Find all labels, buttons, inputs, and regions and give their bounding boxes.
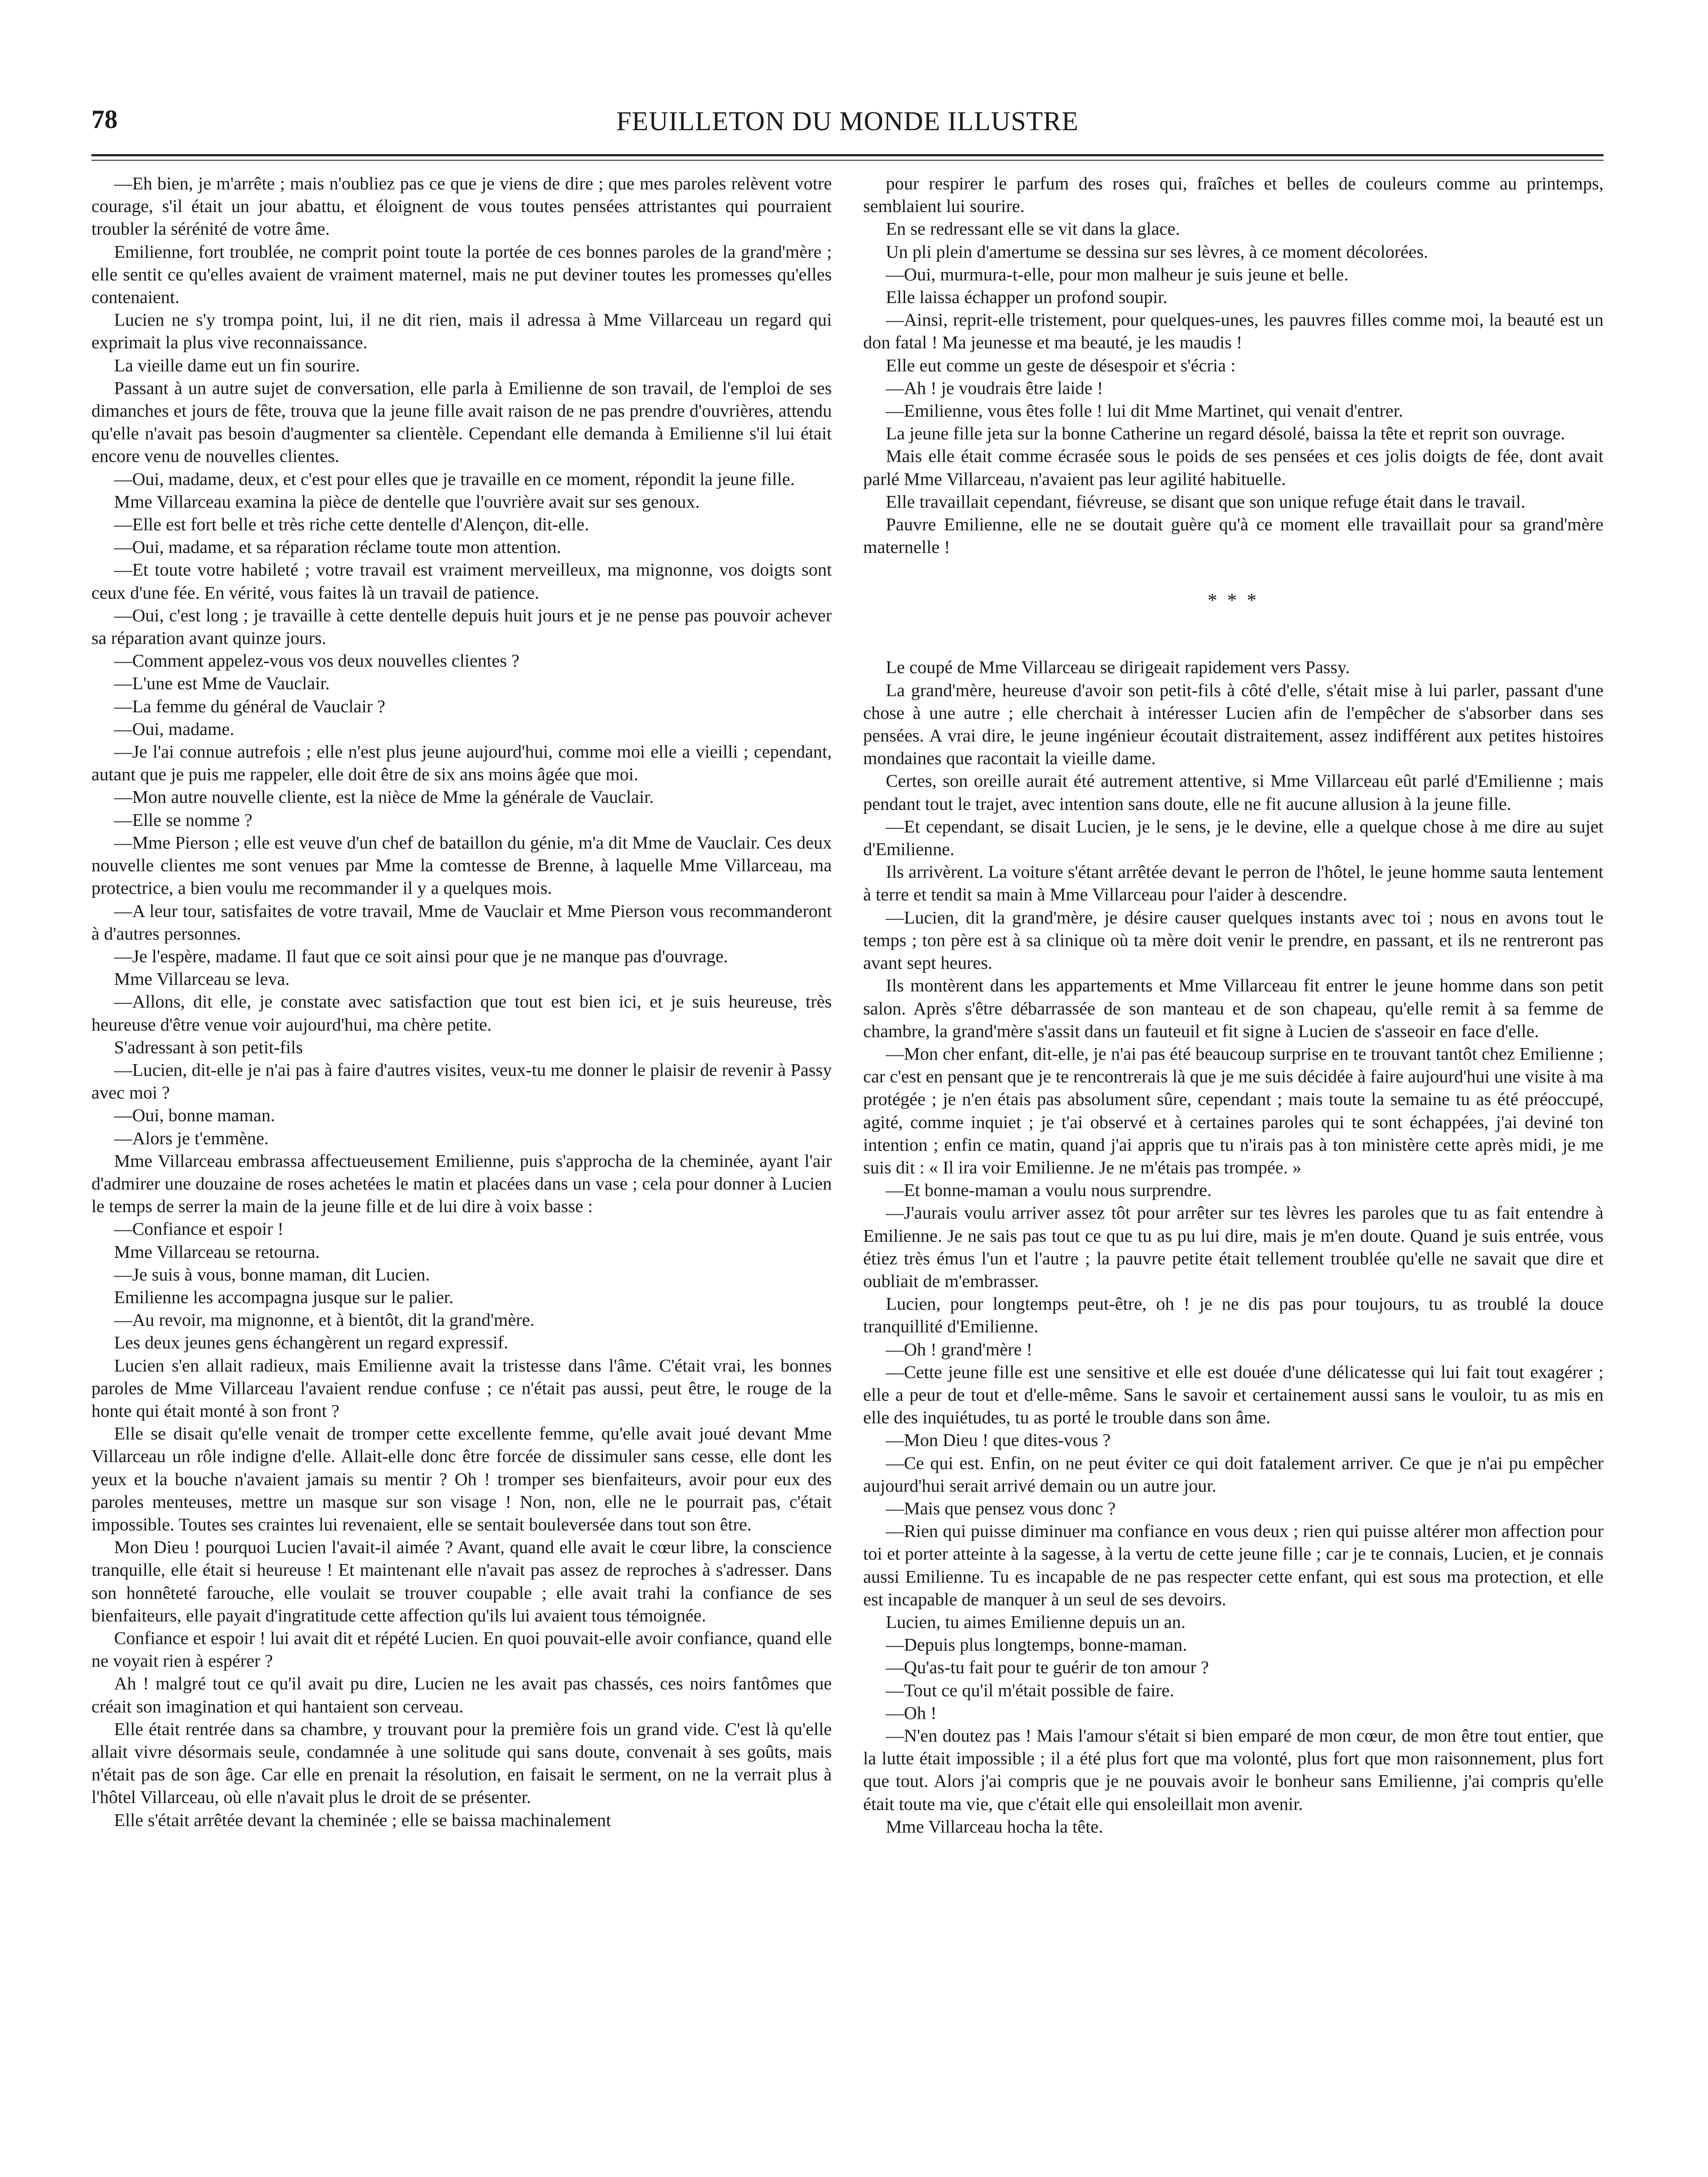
paragraph: —Depuis plus longtemps, bonne-maman.: [886, 1634, 1187, 1655]
paragraph: —Oh ! grand'mère !: [886, 1339, 1033, 1359]
paragraph: —La femme du général de Vauclair ?: [114, 696, 385, 716]
paragraph: —N'en doutez pas ! Mais l'amour s'était si bien emparé de mon cœur, de mon être tout entier, que la lutte était impossible ; il a été plus fort que ma volonté, plus fort que mon raisonnement, plus fort que tout. Alors j'ai compris que je ne pouvais avoir le bonheur sans Emilienne, j'ai compris qu'elle était toute ma vie, que c'était elle qui ensoleillait mon avenir.: [863, 1725, 1604, 1814]
paragraph: Les deux jeunes gens échangèrent un regard expressif.: [114, 1332, 509, 1353]
paragraph: Ah ! malgré tout ce qu'il avait pu dire, Lucien ne les avait pas chassés, ces noirs fantômes que créait son imagination et qui hantaient son cerveau.: [91, 1673, 832, 1716]
paragraph: —Cette jeune fille est une sensitive et elle est douée d'une délicatesse qui lui fait tout exagérer ; elle a peur de tout et d'elle-même. Sans le savoir et certainement aussi sans le vouloir, tu as mis en elle des inquiétudes, tu as porté le trouble dans son âme.: [863, 1361, 1604, 1428]
paragraph: —Elle est fort belle et très riche cette dentelle d'Alençon, dit-elle.: [114, 514, 589, 535]
paragraph: —Lucien, dit la grand'mère, je désire causer quelques instants avec toi ; nous en avons tout le temps ; ton père est à sa clinique où ta mère doit venir le prendre, en passant, et ils ne rentreront pas avant sept heures.: [863, 907, 1604, 973]
paragraph: —Eh bien, je m'arrête ; mais n'oubliez pas ce que je viens de dire ; que mes paroles relèvent votre courage, s'il était un jour abattu, et éloignent de vous toutes pensées attristantes qui pourraient troubler la sérénité de votre âme.: [91, 173, 832, 239]
paragraph: S'adressant à son petit-fils: [114, 1037, 303, 1057]
paragraph: —Qu'as-tu fait pour te guérir de ton amour ?: [886, 1657, 1209, 1678]
paragraph: —Mme Pierson ; elle est veuve d'un chef de bataillon du génie, m'a dit Mme de Vauclair. Ces deux nouvelle clientes me sont venues par Mme la comtesse de Brenne, à laquelle Mme Villarceau, ma protectrice, a bien voulu me recommander il y a quelques mois.: [91, 832, 832, 898]
paragraph: —Et toute votre habileté ; votre travail est vraiment merveilleux, ma mignonne, vos doigts sont ceux d'une fée. En vérité, vous faites là un travail de patience.: [91, 559, 832, 603]
paragraph: Mme Villarceau hocha la tête.: [886, 1816, 1103, 1837]
paragraph: —Oui, madame, deux, et c'est pour elles que je travaille en ce moment, répondit la jeune fille.: [114, 468, 795, 489]
paragraph: Elle laissa échapper un profond soupir.: [886, 287, 1168, 307]
paragraph: —Je suis à vous, bonne maman, dit Lucien.: [114, 1264, 430, 1284]
paragraph: —Et bonne-maman a voulu nous surprendre.: [886, 1180, 1212, 1200]
paragraph: —Oui, madame.: [114, 718, 235, 739]
paragraph: —Mon autre nouvelle cliente, est la nièce de Mme la générale de Vauclair.: [114, 787, 654, 807]
running-title: FEUILLETON DU MONDE ILLUSTRE: [616, 107, 1079, 136]
paragraph: —Oh !: [886, 1702, 937, 1723]
left-column: [91, 172, 832, 1838]
right-column: [863, 172, 1604, 1838]
paragraph: Lucien, pour longtemps peut-être, oh ! je ne dis pas pour toujours, tu as troublé la douce tranquillité d'Emilienne.: [863, 1294, 1604, 1337]
paragraph: —L'une est Mme de Vauclair.: [114, 673, 330, 694]
paragraph: Mon Dieu ! pourquoi Lucien l'avait-il aimée ? Avant, quand elle avait le cœur libre, la conscience tranquille, elle était si heureuse ! Et maintenant elle n'avait pas assez de reproches à s'adresser. Dans son honnêteté farouche, elle voulait se trouver coupable ; elle avait trahi la confiance de ses bienfaiteurs, elle payait d'ingratitude cette affection qu'ils lui avaient tous témoignée.: [91, 1537, 832, 1625]
paragraph: —Emilienne, vous êtes folle ! lui dit Mme Martinet, qui venait d'entrer.: [886, 401, 1403, 421]
paragraph: —Elle se nomme ?: [114, 809, 253, 830]
header-rule: [91, 154, 1604, 156]
right-column-part-1: [863, 172, 1604, 558]
paragraph: Elle était rentrée dans sa chambre, y trouvant pour la première fois un grand vide. C'est là qu'elle allait vivre désormais seule, condamnée à une solitude qui sans doute, convenait à ses goûts, mais n'était pas de son âge. Car elle en prenait la résolution, en faisait le serment, on ne la verrait plus à l'hôtel Villarceau, où elle n'avait plus le droit de se présenter.: [91, 1719, 832, 1807]
paragraph: —Ainsi, reprit-elle tristement, pour quelques-unes, les pauvres filles comme moi, la beauté est un don fatal ! Ma jeunesse et ma beauté, je les maudis !: [863, 310, 1604, 353]
paragraph: —J'aurais voulu arriver assez tôt pour arrêter sur tes lèvres les paroles que tu as fait entendre à Emilienne. Je ne sais pas tout ce que tu as pu lui dire, mais je m'en doute. Quand je suis entrée, vous étiez très émus l'un et l'autre ; la pauvre petite était tellement troublée qu'elle ne savait que dire et oubliait de m'embrasser.: [863, 1203, 1604, 1291]
paragraph: Elle eut comme un geste de désespoir et s'écria :: [886, 355, 1236, 375]
page-number: 78: [91, 105, 118, 134]
paragraph: —A leur tour, satisfaites de votre travail, Mme de Vauclair et Mme Pierson vous recommanderont à d'autres personnes.: [91, 900, 832, 944]
paragraph: Mme Villarceau embrassa affectueusement Emilienne, puis s'approcha de la cheminée, ayant l'air d'admirer une douzaine de roses achetées le matin et placées dans un vase ; cela pour donner à Lucien le temps de serrer la main de la jeune fille et de lui dire à voix basse :: [91, 1150, 832, 1217]
section-break-asterism: * * *: [1207, 590, 1259, 611]
paragraph: —Oui, bonne maman.: [114, 1105, 275, 1126]
paragraph: Elle s'était arrêtée devant la cheminée ; elle se baissa machinalement: [114, 1810, 611, 1830]
paragraph: La vieille dame eut un fin sourire.: [114, 355, 360, 375]
paragraph: Lucien, tu aimes Emilienne depuis un an.: [886, 1611, 1186, 1632]
paragraph: Lucien s'en allait radieux, mais Emilienne avait la tristesse dans l'âme. C'était vrai, les bonnes paroles de Mme Villarceau l'avaient rendue confuse ; ce n'était pas aussi, peut être, le rouge de la honte qui était monté à son front ?: [91, 1355, 832, 1421]
paragraph: —Alors je t'emmène.: [114, 1128, 269, 1148]
paragraph: La grand'mère, heureuse d'avoir son petit-fils à côté d'elle, s'était mise à lui parler, passant d'une chose à une autre ; elle cherchait à intéresser Lucien afin de l'empêcher de s'absorber dans ses pensées. A vrai dire, le jeune ingénieur écoutait distraitement, assez indifférent aux petites histoires mondaines que racontait la vieille dame.: [863, 680, 1604, 768]
paragraph: pour respirer le parfum des roses qui, fraîches et belles de couleurs comme au printemps, semblaient lui sourire.: [863, 173, 1604, 216]
paragraph: Ils montèrent dans les appartements et Mme Villarceau fit entrer le jeune homme dans son petit salon. Après s'être débarrassée de son manteau et de son chapeau, qu'elle remit à sa femme de chambre, la grand'mère s'assit dans un fauteuil et fit signe à Lucien de s'asseoir en face d'elle.: [863, 975, 1604, 1041]
paragraph: Elle se disait qu'elle venait de tromper cette excellente femme, qu'elle avait joué devant Mme Villarceau un rôle indigne d'elle. Allait-elle donc être forcée de dissimuler sans cesse, elle dont les yeux et la bouche n'avaient jamais su mentir ? Oh ! tromper ses bienfaiteurs, avoir pour eux des paroles menteuses, mettre un masque sur son visage ! Non, non, elle ne le pourrait pas, c'était impossible. Toutes ses craintes lui revenaient, elle se sentait bouleversée dans tout son être.: [91, 1423, 832, 1534]
paragraph: —Confiance et espoir !: [114, 1219, 284, 1239]
paragraph: —Mon cher enfant, dit-elle, je n'ai pas été beaucoup surprise en te trouvant tantôt chez Emilienne ; car c'est en pensant que je te rencontrerais là que je me suis décidée à faire aujourd'hui une visite à ma protégée ; je n'en étais pas absolument sûre, cependant ; mais toute la semaine tu as été préoccupé, agité, comme inquiet ; je t'ai observé et à certaines paroles qui te sont échappées, j'ai deviné ton intention ; enfin ce matin, quand j'ai appris que tu n'irais pas à ton ministère cette après midi, je me suis dit : « Il ira voir Emilienne. Je ne m'étais pas trompée. »: [863, 1043, 1604, 1177]
paragraph: Lucien ne s'y trompa point, lui, il ne dit rien, mais il adressa à Mme Villarceau un regard qui exprimait la plus vive reconnaissance.: [91, 310, 832, 353]
right-column-part-2: [863, 656, 1604, 1838]
paragraph: Elle travaillait cependant, fiévreuse, se disant que son unique refuge était dans le travail.: [886, 491, 1526, 512]
paragraph: Certes, son oreille aurait été autrement attentive, si Mme Villarceau eût parlé d'Emilienne ; mais pendant tout le trajet, avec intention sans doute, elle ne fit aucune allusion à la jeune fille.: [863, 771, 1604, 814]
paragraph: Mme Villarceau se leva.: [114, 969, 290, 989]
paragraph: Mais elle était comme écrasée sous le poids de ses pensées et ces jolis doigts de fée, dont avait parlé Mme Villarceau, n'avaient pas leur agilité habituelle.: [863, 446, 1604, 489]
header-rule-thin: [91, 160, 1604, 161]
paragraph: —Rien qui puisse diminuer ma confiance en vous deux ; rien qui puisse altérer mon affection pour toi et porter atteinte à la sagesse, à la vertu de cette jeune fille ; car je te connais, Lucien, et je connais aussi Emilienne. Tu es incapable de ne pas respecter cette enfant, qui est sous ma protection, et elle est incapable de manquer à un seul de ses devoirs.: [863, 1521, 1604, 1609]
paragraph: La jeune fille jeta sur la bonne Catherine un regard désolé, baissa la tête et reprit son ouvrage.: [886, 423, 1565, 444]
paragraph: Le coupé de Mme Villarceau se dirigeait rapidement vers Passy.: [886, 657, 1350, 677]
paragraph: —Mon Dieu ! que dites-vous ?: [886, 1430, 1111, 1450]
paragraph: Confiance et espoir ! lui avait dit et répété Lucien. En quoi pouvait-elle avoir confiance, quand elle ne voyait rien à espérer ?: [91, 1628, 832, 1671]
paragraph: —Oui, madame, et sa réparation réclame toute mon attention.: [114, 537, 561, 557]
paragraph: En se redressant elle se vit dans la glace.: [886, 219, 1180, 239]
paragraph: —Oui, c'est long ; je travaille à cette dentelle depuis huit jours et je ne pense pas pouvoir achever sa réparation avant quinze jours.: [91, 605, 832, 648]
paragraph: —Allons, dit elle, je constate avec satisfaction que tout est bien ici, et je suis heureuse, très heureuse d'être venue voir aujourd'hui, ma chère petite.: [91, 991, 832, 1035]
paragraph: —Je l'ai connue autrefois ; elle n'est plus jeune aujourd'hui, comme moi elle a vieilli ; cependant, autant que je puis me rappeler, elle doit être de six ans moins âgée que moi.: [91, 741, 832, 785]
paragraph: Pauvre Emilienne, elle ne se doutait guère qu'à ce moment elle travaillait pour sa grand'mère maternelle !: [863, 514, 1604, 557]
paragraph: Un pli plein d'amertume se dessina sur ses lèvres, à ce moment décolorées.: [886, 241, 1428, 262]
paragraph: —Ah ! je voudrais être laide !: [886, 377, 1103, 398]
paragraph: —Au revoir, ma mignonne, et à bientôt, dit la grand'mère.: [114, 1310, 535, 1330]
paragraph: —Lucien, dit-elle je n'ai pas à faire d'autres visites, veux-tu me donner le plaisir de revenir à Passy avec moi ?: [91, 1059, 832, 1103]
text-columns: [91, 172, 1604, 1838]
paragraph: —Mais que pensez vous donc ?: [886, 1498, 1116, 1518]
paragraph: Passant à un autre sujet de conversation, elle parla à Emilienne de son travail, de l'emploi de ses dimanches et jours de fête, trouva que la jeune fille avait raison de ne pas prendre d'ouvrières, attendu qu'elle n'avait pas besoin d'augmenter sa clientèle. Cependant elle demanda à Emilienne s'il lui était encore venu de nouvelles clientes.: [91, 377, 832, 466]
paragraph: —Oui, murmura-t-elle, pour mon malheur je suis jeune et belle.: [886, 264, 1349, 284]
page-header: [91, 100, 1604, 152]
paragraph: —Et cependant, se disait Lucien, je le sens, je le devine, elle a quelque chose à me dire au sujet d'Emilienne.: [863, 816, 1604, 859]
paragraph: Emilienne, fort troublée, ne comprit point toute la portée de ces bonnes paroles de la grand'mère ; elle sentit ce qu'elles avaient de vraiment maternel, mais ne put deviner toutes les promesses qu'elles contenaient.: [91, 241, 832, 307]
paragraph: Mme Villarceau se retourna.: [114, 1241, 320, 1262]
paragraph: Emilienne les accompagna jusque sur le palier.: [114, 1287, 454, 1307]
paragraph: —Ce qui est. Enfin, on ne peut éviter ce qui doit fatalement arriver. Ce que je n'ai pu empêcher aujourd'hui serait arrivé demain ou un autre jour.: [863, 1452, 1604, 1496]
paragraph: —Tout ce qu'il m'était possible de faire.: [886, 1680, 1174, 1700]
paragraph: —Comment appelez-vous vos deux nouvelles clientes ?: [114, 650, 520, 671]
paragraph: —Je l'espère, madame. Il faut que ce soit ainsi pour que je ne manque pas d'ouvrage.: [114, 946, 728, 966]
paragraph: Ils arrivèrent. La voiture s'étant arrêtée devant le perron de l'hôtel, le jeune homme sauta lentement à terre et tendit sa main à Mme Villarceau pour l'aider à descendre.: [863, 862, 1604, 905]
paragraph: Mme Villarceau examina la pièce de dentelle que l'ouvrière avait sur ses genoux.: [114, 491, 700, 512]
